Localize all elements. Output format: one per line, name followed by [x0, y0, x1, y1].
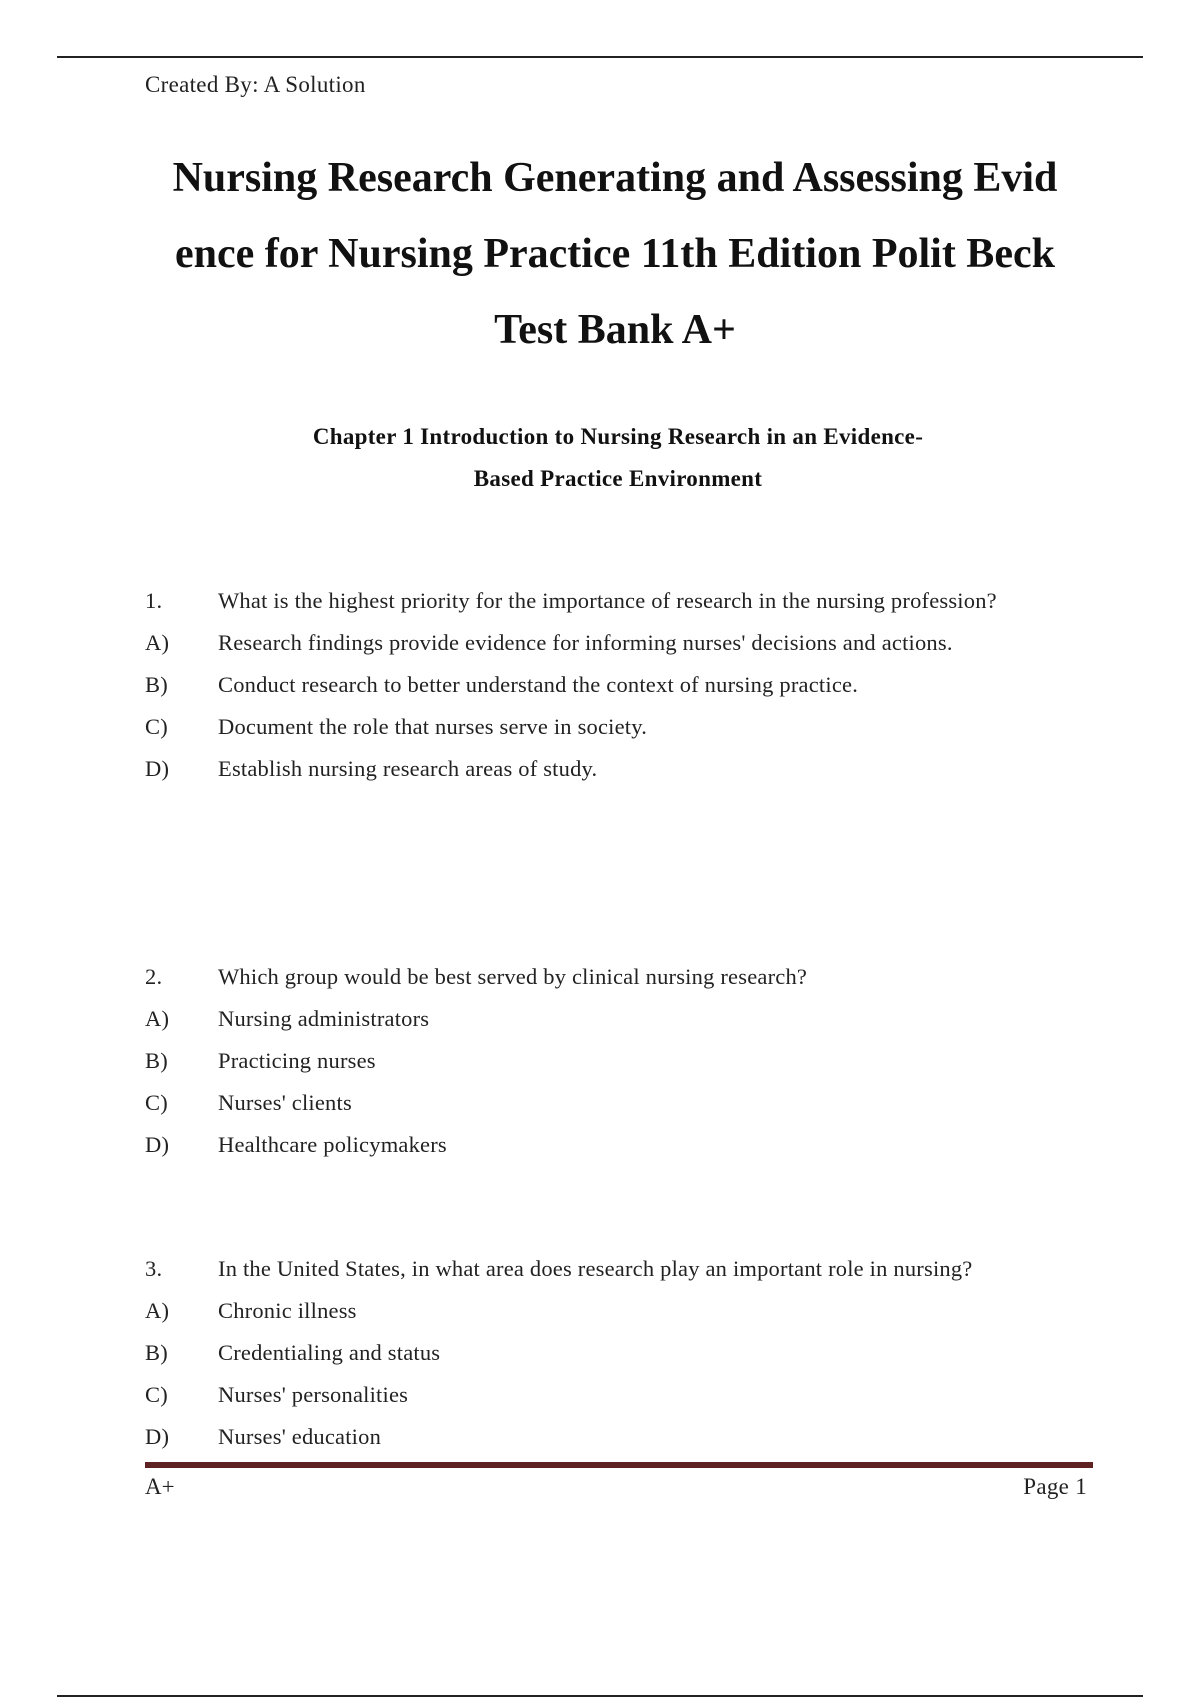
option-text: Practicing nurses: [218, 1048, 376, 1073]
option-label: C): [145, 714, 168, 739]
option-label: A): [145, 1006, 170, 1031]
option-b: [145, 664, 1095, 706]
footer-divider: [145, 1462, 1093, 1468]
question-2: [145, 956, 1095, 1166]
option-text: Credentialing and status: [218, 1340, 441, 1365]
question-number: 2.: [145, 964, 163, 989]
option-label: D): [145, 756, 170, 781]
title-line-1: Nursing Research Generating and Assessing Evid: [172, 155, 1058, 201]
option-a: [145, 622, 1095, 664]
page-number: Page 1: [1023, 1474, 1087, 1499]
question-number: 1.: [145, 588, 163, 613]
question-text: Which group would be best served by clinical nursing research?: [218, 964, 808, 989]
option-label: A): [145, 630, 170, 655]
option-text: Establish nursing research areas of study.: [218, 756, 598, 781]
option-text: Document the role that nurses serve in society.: [218, 714, 648, 739]
option-a: [145, 1290, 1095, 1332]
title-line-2: ence for Nursing Practice 11th Edition Polit Beck: [175, 231, 1055, 277]
option-c: [145, 1374, 1095, 1416]
question-stem: [145, 1248, 1095, 1290]
chapter-line-2: Based Practice Environment: [473, 466, 763, 491]
option-label: A): [145, 1298, 170, 1323]
question-stem: [145, 956, 1095, 998]
option-text: Healthcare policymakers: [218, 1132, 447, 1157]
option-label: C): [145, 1382, 168, 1407]
option-text: Chronic illness: [218, 1298, 357, 1323]
question-text: In the United States, in what area does research play an important role in nursing?: [218, 1256, 973, 1281]
chapter-heading: [250, 416, 986, 500]
created-by-header: Created By: A Solution: [145, 72, 366, 97]
option-d: [145, 1416, 1095, 1458]
top-rule: [57, 56, 1143, 58]
option-text: Nursing administrators: [218, 1006, 430, 1031]
option-label: B): [145, 1340, 168, 1365]
title-line-3: Test Bank A+: [494, 307, 736, 353]
chapter-line-1: Chapter 1 Introduction to Nursing Research in an Evidence-: [312, 424, 924, 449]
option-b: [145, 1040, 1095, 1082]
option-label: D): [145, 1132, 170, 1157]
footer-grade-label: A+: [145, 1474, 175, 1499]
option-text: Nurses' personalities: [218, 1382, 409, 1407]
option-d: [145, 748, 1095, 790]
option-c: [145, 706, 1095, 748]
option-b: [145, 1332, 1095, 1374]
document-title: [145, 140, 1085, 368]
question-text: What is the highest priority for the importance of research in the nursing profession?: [218, 588, 997, 613]
option-label: D): [145, 1424, 170, 1449]
option-a: [145, 998, 1095, 1040]
question-stem: [145, 580, 1095, 622]
bottom-rule: [57, 1695, 1143, 1697]
option-d: [145, 1124, 1095, 1166]
option-c: [145, 1082, 1095, 1124]
option-text: Nurses' clients: [218, 1090, 352, 1115]
option-label: B): [145, 672, 168, 697]
option-text: Nurses' education: [218, 1424, 382, 1449]
question-number: 3.: [145, 1256, 163, 1281]
option-label: B): [145, 1048, 168, 1073]
option-label: C): [145, 1090, 168, 1115]
question-1: [145, 580, 1095, 790]
option-text: Conduct research to better understand the context of nursing practice.: [218, 672, 859, 697]
option-text: Research findings provide evidence for informing nurses' decisions and actions.: [218, 630, 953, 655]
question-3: [145, 1248, 1095, 1458]
